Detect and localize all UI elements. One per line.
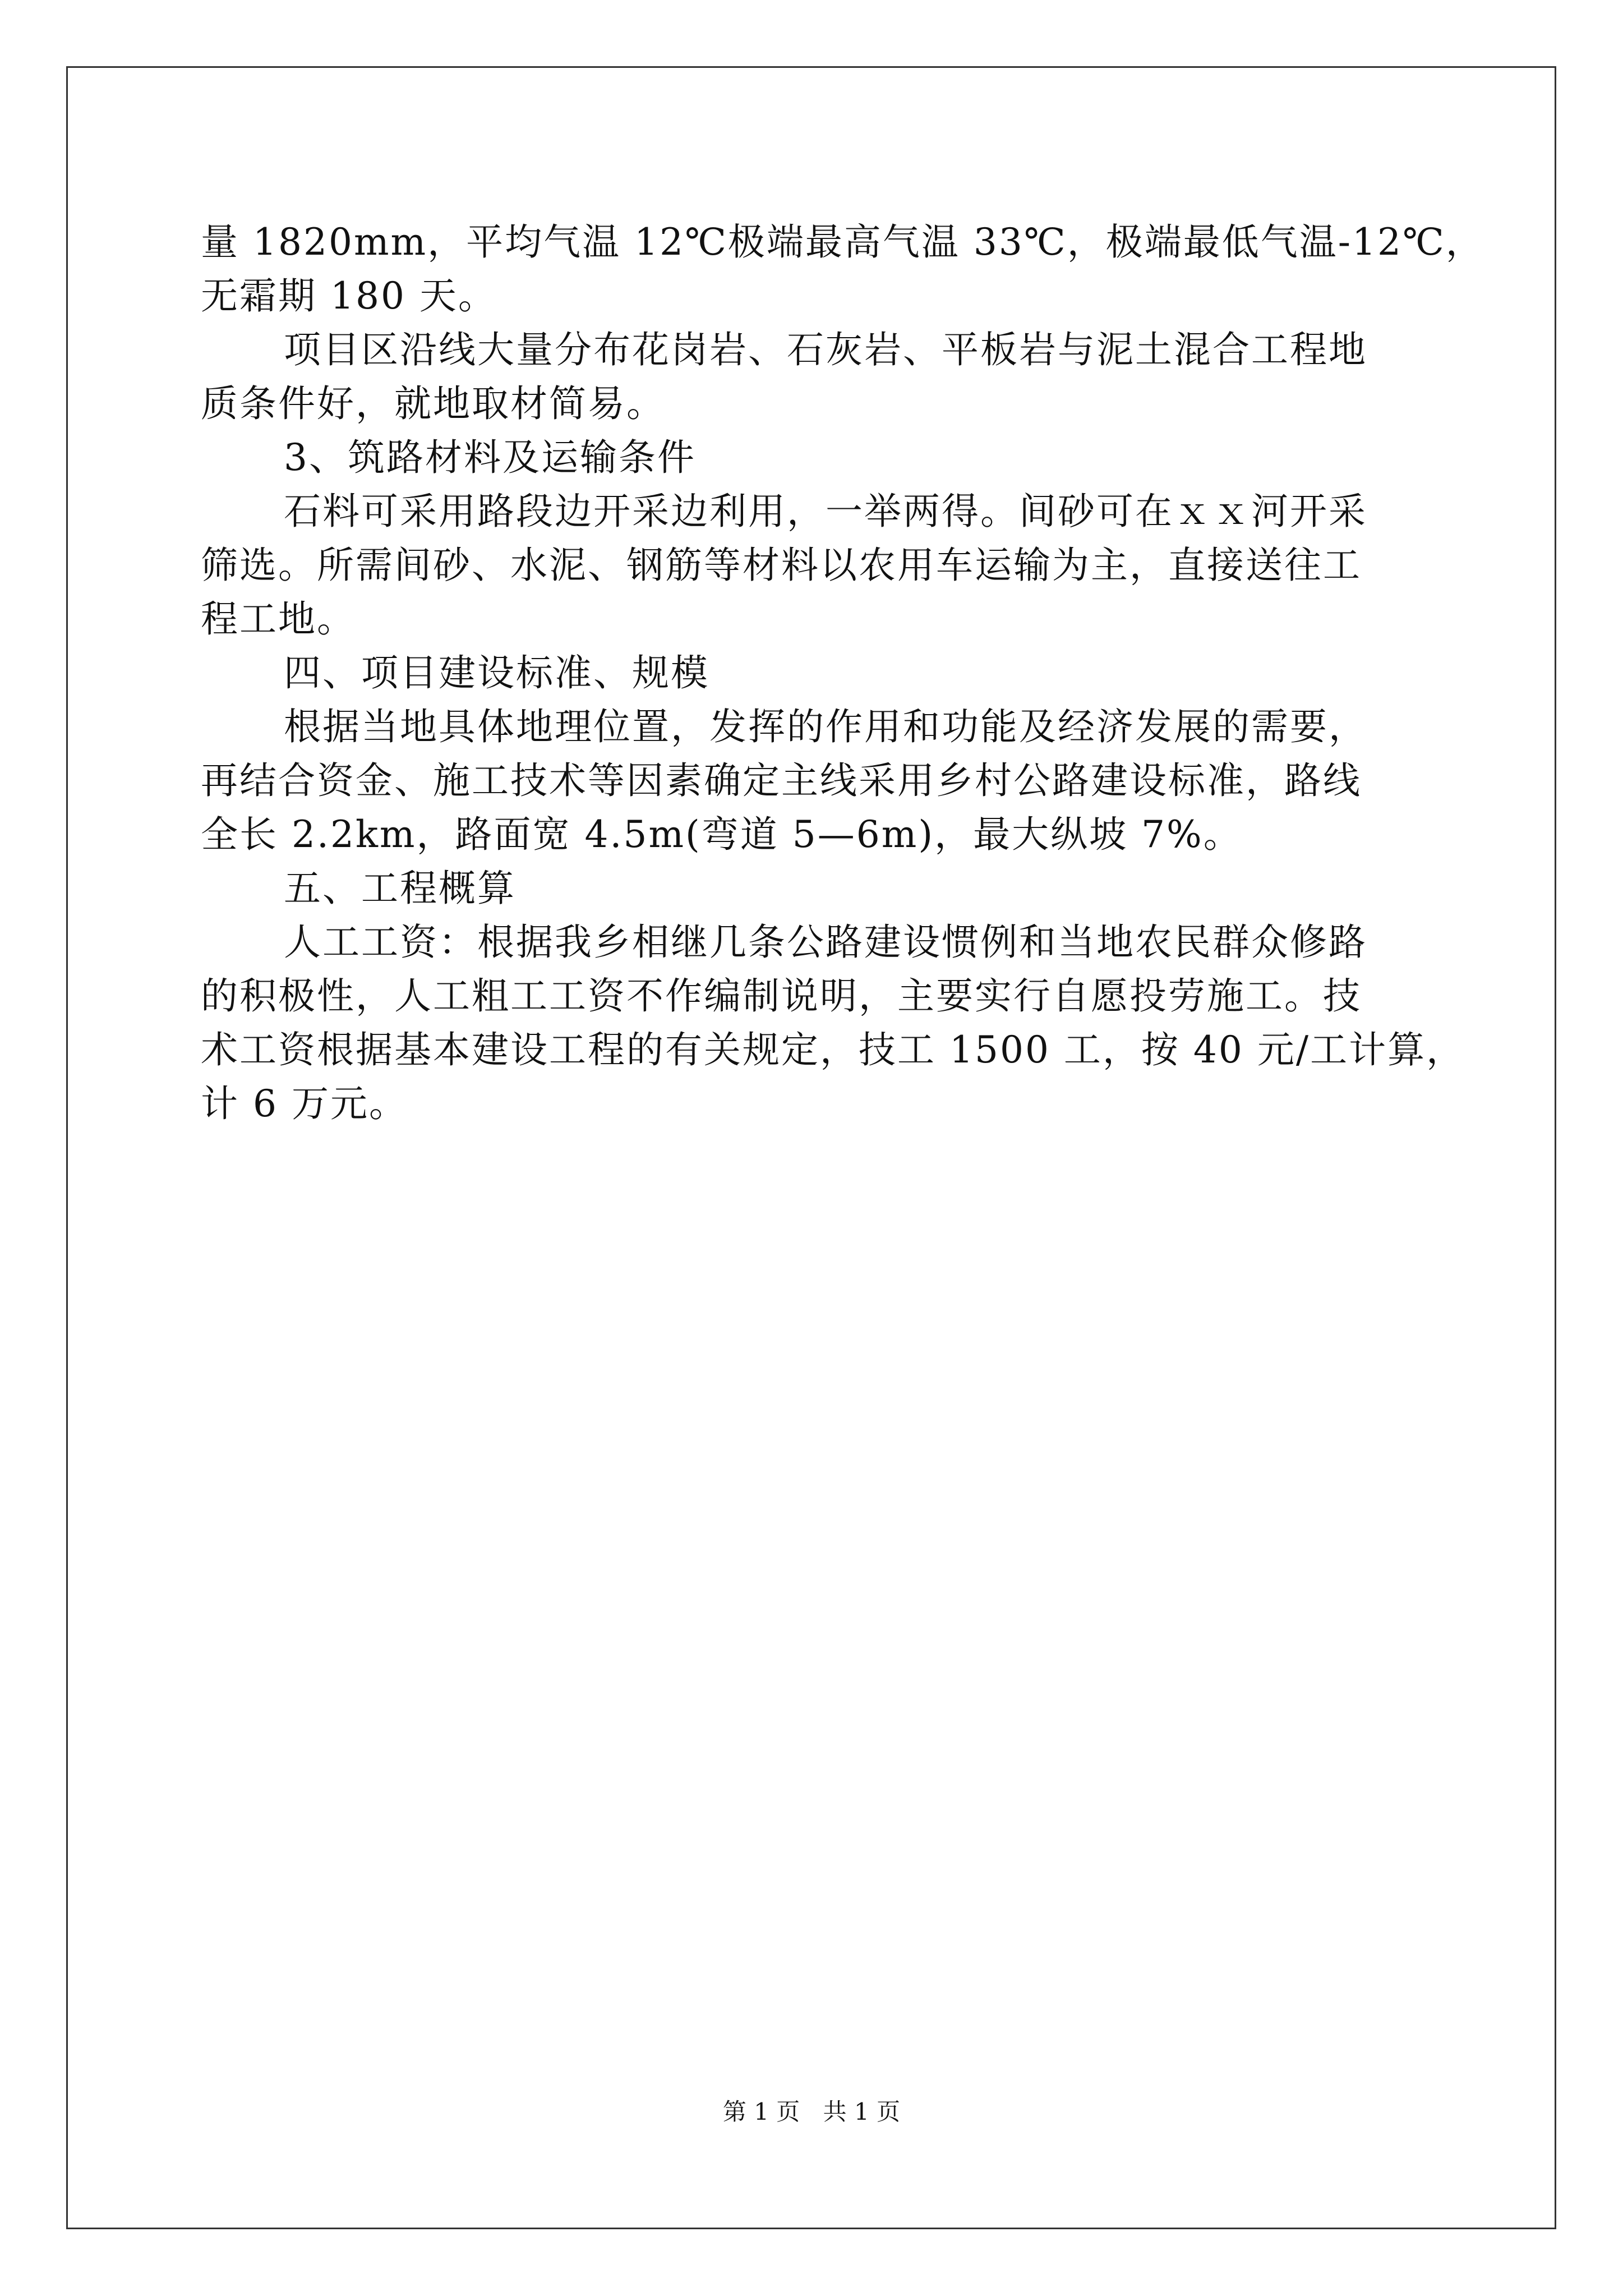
text-line: 人工工资：根据我乡相继几条公路建设惯例和当地农民群众修路 [284, 921, 1367, 964]
text-line: 无霜期 180 天。 [201, 274, 497, 318]
text-line: 全长 2.2km，路面宽 4.5m(弯道 5—6m)，最大纵坡 7%。 [201, 813, 1242, 856]
page-number: 第 1 页 [722, 2098, 800, 2125]
text-line: 石料可采用路段边开采边利用，一举两得。间砂可在ｘｘ河开采 [284, 490, 1367, 533]
text-line: 3、筑路材料及运输条件 [284, 436, 696, 479]
text-line: 术工资根据基本建设工程的有关规定，技工 1500 工，按 40 元/工计算， [201, 1028, 1465, 1071]
text-line: 程工地。 [201, 597, 356, 641]
text-line: 的积极性，人工粗工工资不作编制说明，主要实行自愿投劳施工。技 [201, 974, 1362, 1018]
page-total: 共 1 页 [823, 2098, 901, 2125]
text-line: 质条件好，就地取材简易。 [201, 382, 665, 425]
text-line: 四、项目建设标准、规模 [284, 651, 709, 694]
page-footer [0, 2095, 1623, 2129]
text-line: 五、工程概算 [284, 867, 516, 910]
text-line: 计 6 万元。 [201, 1082, 408, 1125]
text-line: 再结合资金、施工技术等因素确定主线采用乡村公路建设标准，路线 [201, 759, 1362, 802]
text-line: 筛选。所需间砂、水泥、钢筋等材料以农用车运输为主，直接送往工 [201, 544, 1362, 587]
text-line: 项目区沿线大量分布花岗岩、石灰岩、平板岩与泥土混合工程地 [284, 328, 1367, 371]
text-line: 根据当地具体地理位置，发挥的作用和功能及经济发展的需要， [284, 705, 1367, 748]
text-line: 量 1820mm，平均气温 12℃极端最高气温 33℃，极端最低气温-12℃， [201, 220, 1484, 264]
